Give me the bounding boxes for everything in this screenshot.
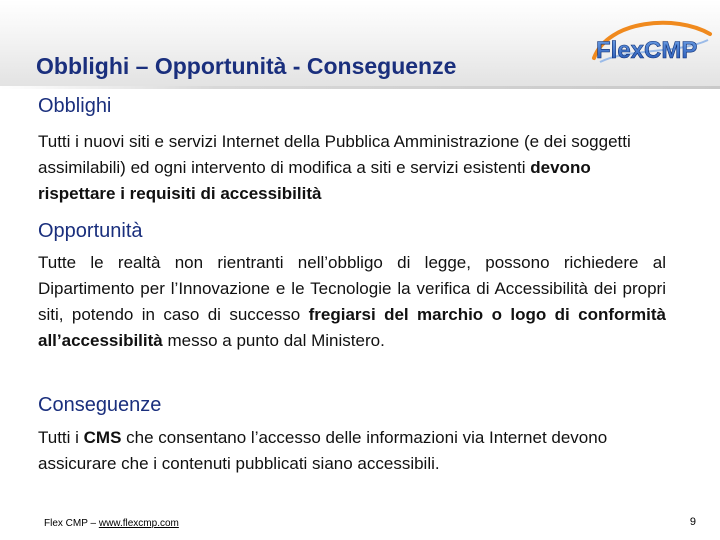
section-heading-obblighi: Obblighi bbox=[38, 95, 112, 117]
section-text-emphasis: CMS bbox=[83, 428, 122, 447]
logo-text: FlexCMP bbox=[596, 37, 698, 64]
section-text-plain: Tutte le realtà non rientranti nell’obbligo di legge, possono richiedere al Dipartimento per l’Innovazione e le Tecnologie la verifica di Accessibilità dei propri siti, potendo in caso di successo bbox=[38, 253, 666, 324]
section-text-emphasis: fregiarsi del marchio o logo di conformità all’accessibilità bbox=[38, 305, 667, 350]
footer-label: Flex CMP – bbox=[44, 518, 99, 529]
section-heading-opportunita: Opportunità bbox=[38, 220, 143, 242]
section-text-emphasis: devono rispettare i requisiti di accessibilità bbox=[38, 158, 591, 203]
page-number: 9 bbox=[689, 516, 696, 528]
header-divider bbox=[0, 86, 720, 89]
section-text-conseguenze bbox=[38, 425, 666, 477]
section-text-after: che consentano l’accesso delle informazioni via Internet devono assicurare che i contenuti pubblicati siano accessibili. bbox=[38, 428, 608, 473]
section-text-before: Tutti i bbox=[38, 428, 84, 447]
slide-title: Obblighi – Opportunità - Conseguenze bbox=[36, 53, 457, 79]
footer-website-link[interactable]: www.flexcmp.com bbox=[98, 518, 179, 529]
section-text-obblighi bbox=[38, 129, 666, 207]
section-heading-conseguenze: Conseguenze bbox=[38, 394, 162, 416]
footer-credit bbox=[44, 518, 179, 529]
section-text-opportunita bbox=[38, 250, 666, 354]
section-text-after: messo a punto dal Ministero. bbox=[162, 331, 385, 350]
flexcmp-logo bbox=[588, 14, 714, 72]
section-text-plain: Tutti i nuovi siti e servizi Internet della Pubblica Amministrazione (e dei soggetti assimilabili) ed ogni intervento di modifica a siti e servizi esistenti bbox=[38, 132, 631, 177]
